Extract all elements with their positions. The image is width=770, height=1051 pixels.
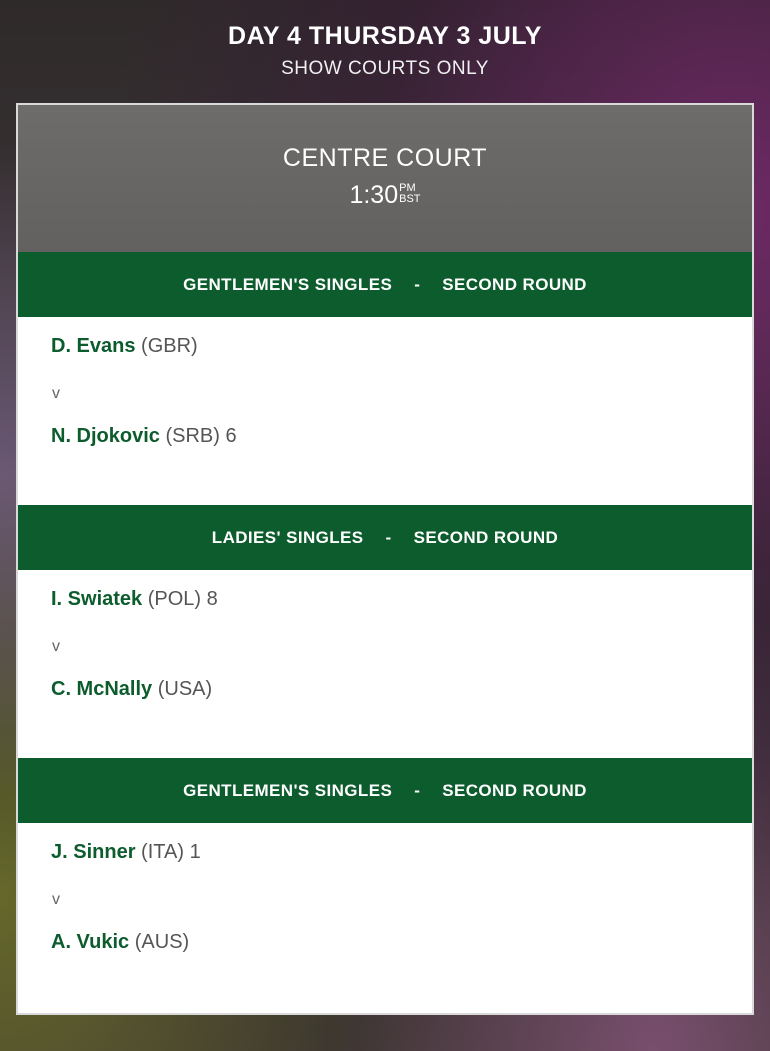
player-seed: 8: [206, 588, 218, 610]
player-2: [51, 678, 212, 701]
start-time-value: 1:30: [349, 181, 399, 209]
round-separator: -: [385, 527, 392, 547]
day-title: DAY 4 THURSDAY 3 JULY: [228, 22, 542, 50]
court-name: CENTRE COURT: [282, 144, 488, 172]
time-ampm: PM: [399, 182, 416, 194]
match-event: GENTLEMEN'S SINGLES: [183, 780, 393, 800]
player-seed: 6: [225, 425, 237, 447]
versus-label: v: [52, 385, 60, 402]
player-2: [51, 425, 237, 448]
versus-label: v: [52, 638, 60, 655]
player-country: (AUS): [134, 931, 190, 953]
court-header: [18, 105, 752, 252]
player-country: (ITA): [141, 841, 184, 863]
player-name[interactable]: I. Swiatek: [51, 588, 143, 610]
player-country: (GBR): [141, 335, 198, 357]
player-country: (USA): [157, 678, 213, 700]
match-event: GENTLEMEN'S SINGLES: [183, 274, 393, 294]
start-time: [18, 181, 752, 210]
match-round: SECOND ROUND: [442, 780, 587, 800]
player-1: [51, 335, 198, 358]
player-name[interactable]: A. Vukic: [51, 931, 130, 953]
round-separator: -: [414, 274, 421, 294]
match-2: [18, 505, 752, 758]
player-country: (SRB): [165, 425, 220, 447]
player-name[interactable]: J. Sinner: [51, 841, 136, 863]
versus-label: v: [52, 891, 60, 908]
player-seed: 1: [189, 841, 201, 863]
day-subtitle: SHOW COURTS ONLY: [281, 58, 489, 79]
time-zone: BST: [399, 193, 421, 205]
player-name[interactable]: N. Djokovic: [51, 425, 160, 447]
player-2: [51, 931, 189, 954]
match-round: SECOND ROUND: [442, 274, 587, 294]
match-3: [18, 758, 752, 1011]
player-country: (POL): [147, 588, 202, 610]
match-round-bar: [18, 758, 752, 823]
player-name[interactable]: C. McNally: [51, 678, 153, 700]
round-separator: -: [414, 780, 421, 800]
player-name[interactable]: D. Evans: [51, 335, 136, 357]
player-1: [51, 841, 201, 864]
player-1: [51, 588, 218, 611]
match-round-bar: [18, 252, 752, 317]
match-round-bar: [18, 505, 752, 570]
order-of-play-card: [16, 103, 754, 1015]
time-suffix: [399, 181, 420, 205]
match-event: LADIES' SINGLES: [211, 527, 364, 547]
match-round: SECOND ROUND: [413, 527, 559, 547]
match-1: [18, 252, 752, 505]
